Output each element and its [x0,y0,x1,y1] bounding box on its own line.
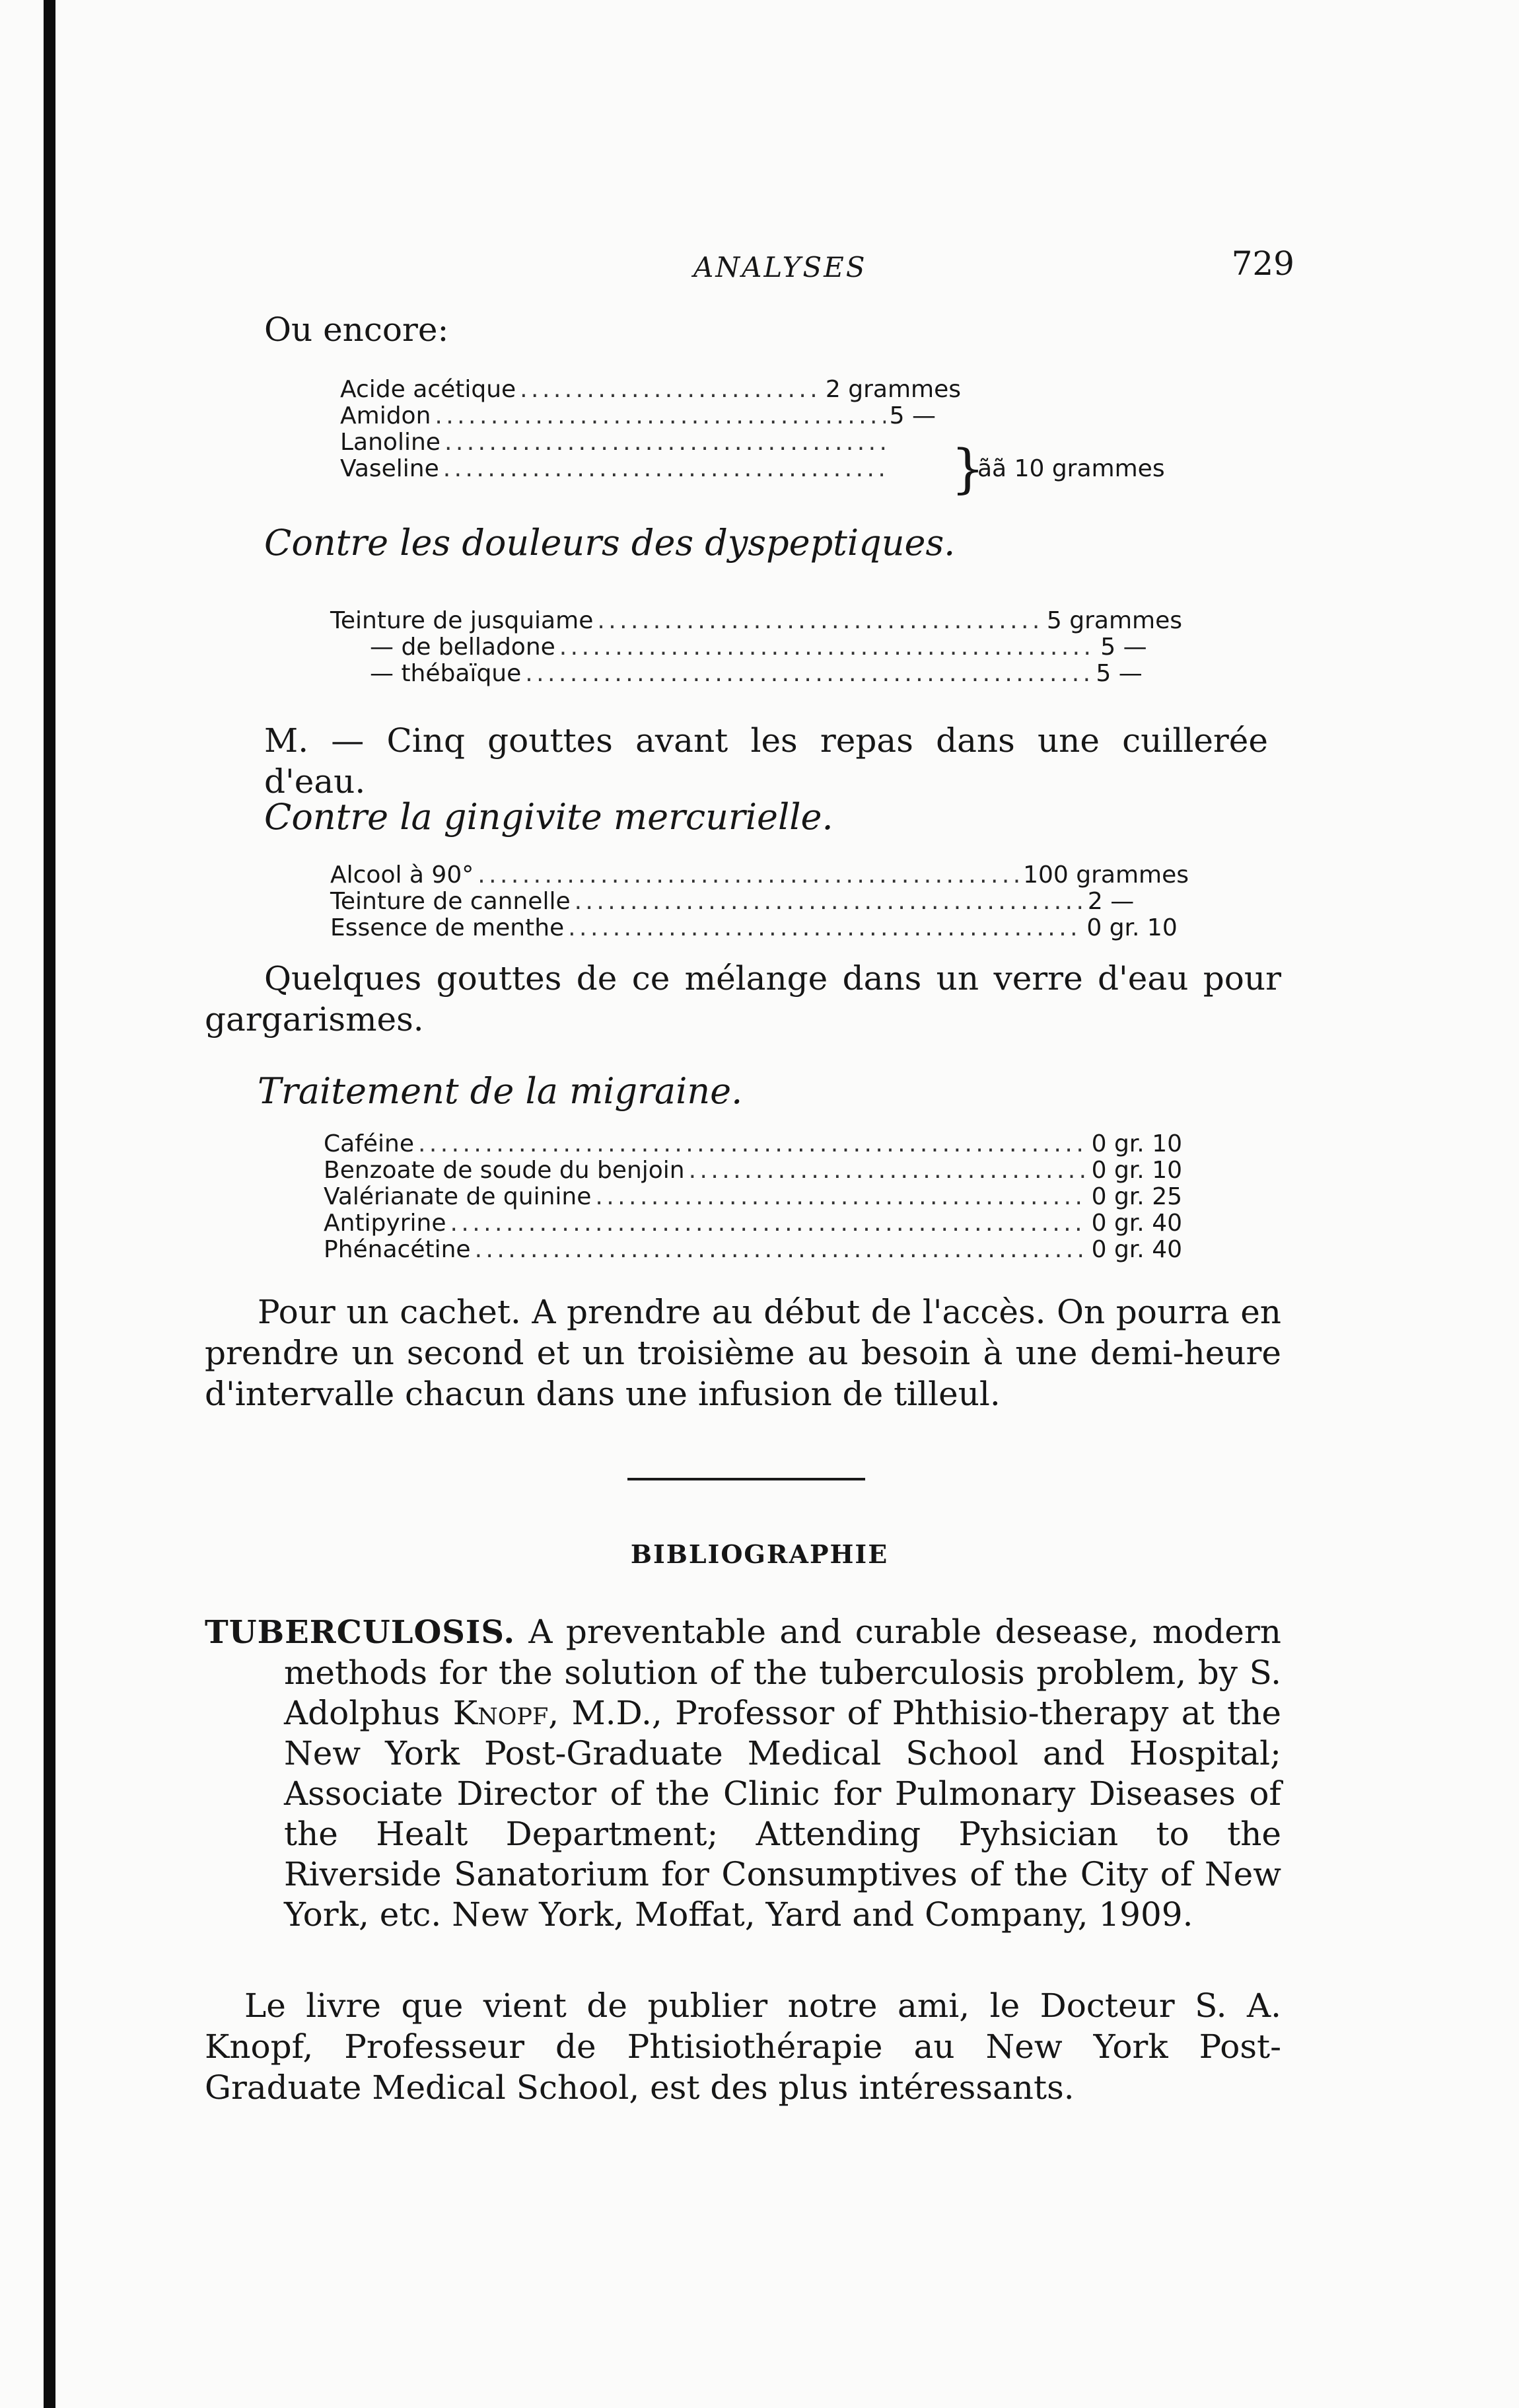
ingredient-qty: 0 gr. 10 [1086,914,1178,941]
running-title: ANALYSES [693,251,867,283]
leader-dots [435,403,885,429]
ingredient-qty: 2 grammes [825,376,961,403]
note-text: Pour un cachet. A prendre au début de l'accès. On pourra en prendre un second et un troisième au besoin à une demi-heure d'intervalle chacun dans une infusion de tilleul. [205,1293,1281,1413]
leader-dots [475,1237,1088,1263]
ingredient-name: Acide acétique [340,376,516,403]
section-divider [627,1478,865,1480]
leader-dots [520,377,822,403]
ingredient-qty: 100 grammes [1023,861,1189,889]
leader-dots [418,1131,1088,1157]
ingredient-name: Lanoline [340,429,441,456]
ingredient-qty: 5 grammes [1046,607,1182,634]
recipe-row [340,456,961,482]
ingredient-qty: 0 gr. 25 [1091,1183,1182,1210]
recipe-row [340,377,961,403]
ingredient-qty: 0 gr. 40 [1091,1210,1182,1237]
section-title-dyspeptiques: Contre les douleurs des dyspeptiques. [264,522,956,564]
leader-dots [444,429,887,456]
recipe-row [330,889,1189,915]
note-text: M. — Cinq gouttes avant les repas dans une cuillerée d'eau. [264,721,1268,801]
leader-dots [597,608,1043,634]
recipe-1 [340,377,961,482]
ingredient-name: Caféine [324,1130,414,1157]
entry-author: Knopf [452,1694,549,1732]
note-dyspeptiques [264,720,1268,802]
ingredient-qty: 5 — [1096,660,1143,687]
ingredient-name: Benzoate de soude du benjoin [324,1157,685,1184]
recipe-row [330,661,1182,687]
recipe-row [324,1210,1182,1237]
ingredient-qty: 0 gr. 10 [1091,1157,1182,1184]
section-title-gingivite: Contre la gingivite mercurielle. [264,796,833,838]
ingredient-qty: 0 gr. 40 [1091,1236,1182,1263]
recipe-row [340,429,961,456]
section-title-migraine: Traitement de la migraine. [258,1070,743,1112]
leader-dots [450,1210,1087,1237]
review-paragraph [205,1985,1281,2108]
entry-text-1: A preventable and curable desease, modern methods for the solution of the tuberculosis problem, by S. Adolphus [284,1613,1281,1732]
recipe-row [324,1157,1182,1184]
ingredient-name: Antipyrine [324,1210,446,1237]
leader-dots [689,1157,1088,1184]
ingredient-name: — de belladone [370,634,555,661]
recipe-4 [324,1131,1182,1263]
intro-line: Ou encore: [264,310,449,349]
recipe-row [330,862,1189,889]
ingredient-name: Alcool à 90° [330,861,474,889]
bibliography-entry [205,1612,1281,1935]
ingredient-qty: 5 — [889,402,936,429]
recipe-row [330,608,1182,634]
ingredient-name: Vaseline [340,455,439,482]
recipe-row [330,634,1182,661]
leader-dots [568,915,1082,941]
ingredient-name: Amidon [340,402,431,429]
ingredient-name: Phénacétine [324,1236,471,1263]
bibliography-heading: BIBLIOGRAPHIE [630,1539,889,1569]
shared-qty: ãã 10 grammes [977,455,1165,482]
ingredient-qty: 2 — [1087,888,1135,915]
ingredient-name: Teinture de jusquiame [330,607,594,634]
ingredient-qty: 5 — [1100,634,1147,661]
recipe-row [324,1184,1182,1210]
leader-dots [575,889,1084,915]
entry-text-2: , M.D., Professor of Phthisio-therapy at the New York Post-Graduate Medical School and Hospital; Associate Director of the Clinic for Pulmonary Diseases of the Healt Department; Attending Pyhsician to the Riverside Sanatorium for Consumptives of the City of New York, etc. New York, Moffat, Yard and Company, 1909. [284,1694,1281,1934]
note-migraine [205,1292,1281,1414]
leader-dots [443,456,887,482]
leader-dots [559,634,1096,661]
ingredient-name: Teinture de cannelle [330,888,571,915]
ingredient-qty: 0 gr. 10 [1091,1130,1182,1157]
leader-dots [595,1184,1087,1210]
entry-keyword: TUBERCULOSIS. [205,1614,516,1651]
recipe-row [324,1131,1182,1157]
ingredient-name: — thébaïque [370,660,522,687]
page-header [211,244,1294,297]
recipe-row [330,915,1189,941]
recipe-row [340,403,961,429]
recipe-2 [330,608,1182,687]
page-number: 729 [1231,244,1294,283]
grouping-brace: } [951,438,985,499]
note-gingivite [205,958,1281,1040]
ingredient-name: Valérianate de quinine [324,1183,592,1210]
recipe-3 [330,862,1189,941]
leader-dots [477,862,1019,889]
entry-body [205,1612,1281,1935]
leader-dots [525,661,1092,687]
page-binding-edge [44,0,55,2408]
recipe-row [324,1237,1182,1263]
ingredient-name: Essence de menthe [330,914,565,941]
note-text: Quelques gouttes de ce mélange dans un verre d'eau pour gargarismes. [205,959,1281,1039]
review-text: Le livre que vient de publier notre ami, le Docteur S. A. Knopf, Professeur de Phtisiothérapie au New York Post-Graduate Medical School, est des plus intéressants. [205,1987,1281,2107]
